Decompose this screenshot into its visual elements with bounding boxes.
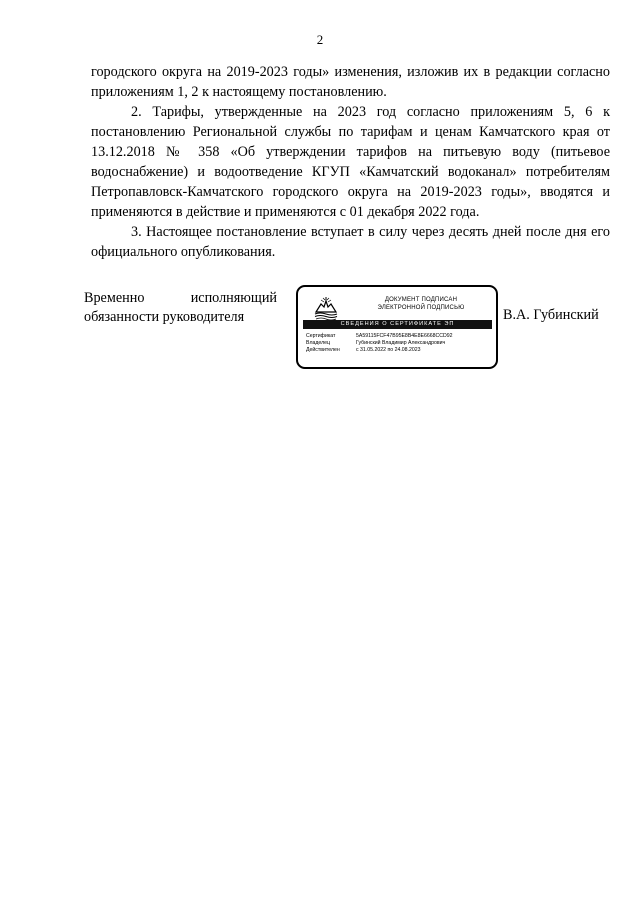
page-number: 2 — [316, 32, 324, 47]
stamp-row-label: Сертификат — [306, 333, 336, 339]
signer-name: В.А. Губинский — [503, 307, 599, 323]
stamp-row-validity — [306, 347, 496, 354]
signer-position-line1 — [84, 289, 277, 308]
stamp-row-value: с 31.05.2022 по 24.08.2023 — [356, 346, 421, 353]
stamp-certificate-details — [306, 333, 496, 353]
signer-position-word2: исполняющий — [190, 290, 277, 306]
stamp-heading — [348, 297, 494, 312]
stamp-row-label: Владелец — [306, 339, 330, 346]
document-body — [91, 62, 610, 262]
stamp-row-label: Действителен — [306, 346, 340, 353]
paragraph-effective-date: 3. Настоящее постановление вступает в силу через десять дней после дня его официального опубликования. — [91, 224, 610, 260]
kamchatka-emblem-icon — [313, 294, 339, 320]
signer-position — [84, 289, 277, 327]
stamp-heading-line1: ДОКУМЕНТ ПОДПИСАН — [384, 297, 458, 303]
stamp-row-value: Губинский Владимир Александрович — [356, 339, 446, 346]
stamp-row-certificate — [306, 333, 496, 340]
stamp-row-value: 5A59115FCF47B95E8B4E8E6668CCD92 — [356, 333, 453, 339]
stamp-certificate-bar: СВЕДЕНИЯ О СЕРТИФИКАТЕ ЭП — [303, 320, 492, 329]
paragraph-tariffs: 2. Тарифы, утвержденные на 2023 год согласно приложениям 5, 6 к постановлению Региональной службы по тарифам и ценам Камчатского края от 13.12.2018 № 358 «Об утверждении тарифов на питьевую воду (питьевое водоснабжение) и водоотведение КГУП «Камчатский водоканал» потребителям Петропавловск-Камчатского городского округа на 2019-2023 годы», вводятся и применяются в действие и применяются с 01 декабря 2022 года. — [91, 104, 610, 220]
signer-position-word1: Временно — [84, 290, 145, 306]
paragraph-continuation: городского округа на 2019-2023 годы» изменения, изложив их в редакции согласно приложениям 1, 2 к настоящему постановлению. — [91, 64, 610, 100]
stamp-row-owner — [306, 340, 496, 347]
stamp-heading-line2: ЭЛЕКТРОННОЙ ПОДПИСЬЮ — [377, 304, 465, 311]
electronic-signature-stamp — [296, 285, 498, 369]
signer-position-line2: обязанности руководителя — [84, 309, 245, 325]
